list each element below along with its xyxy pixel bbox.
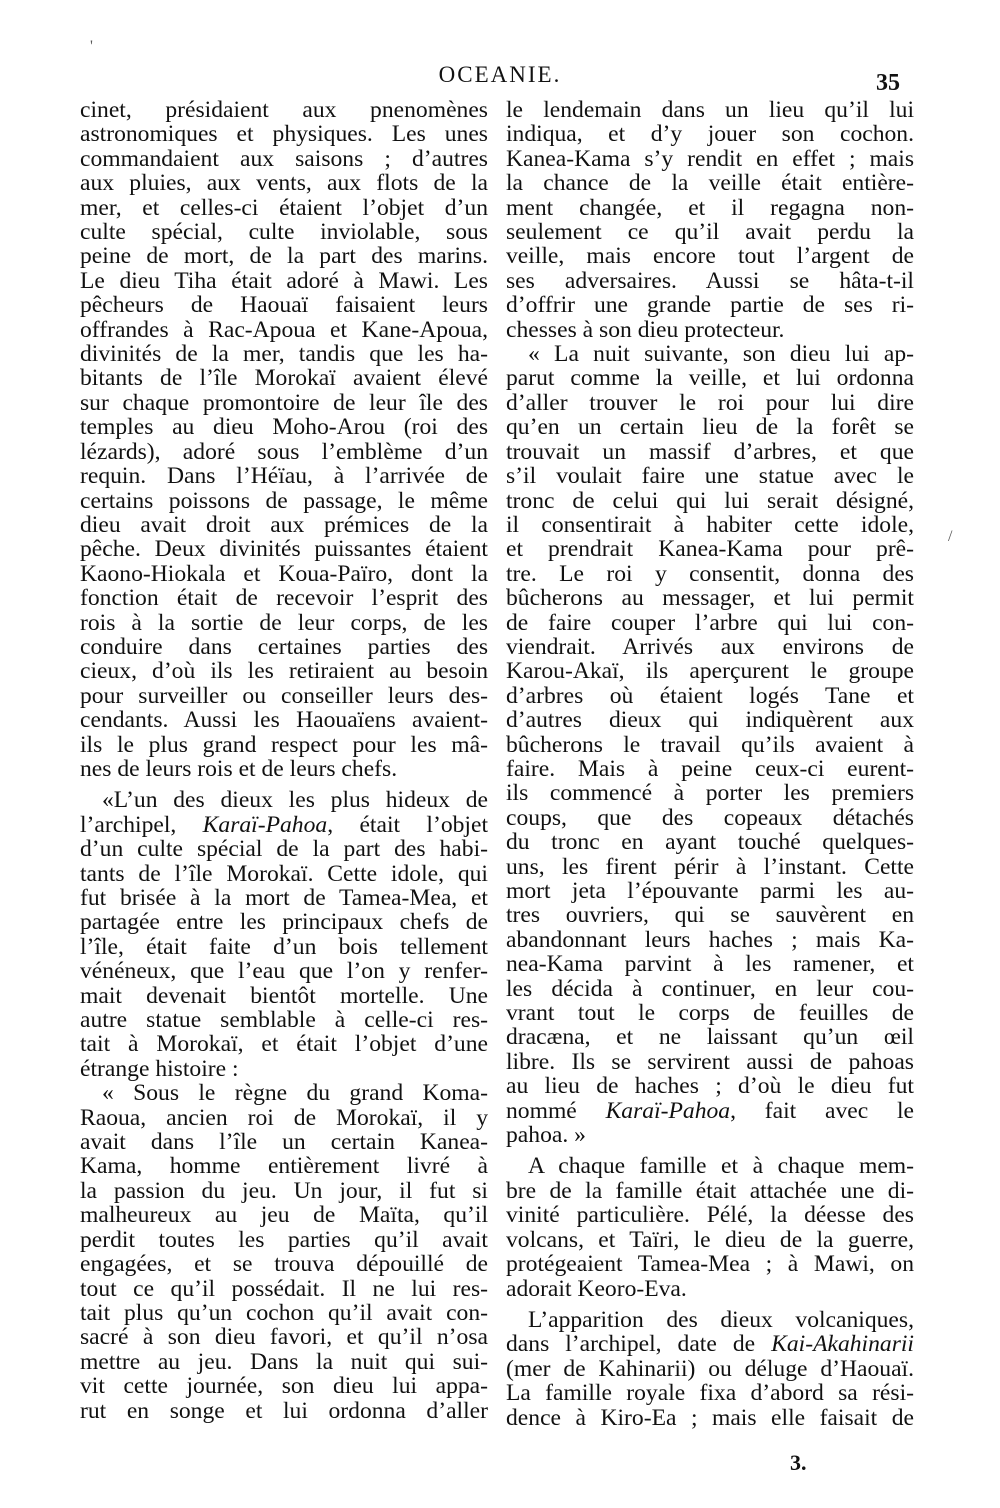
text-line: autre statue semblable à celle-ci res- [80,1007,488,1034]
text-line: tants de l’île Morokaï. Cette idole, qui [80,860,488,887]
text-line: fut brisée à la mort de Tamea-Mea, et [80,885,488,911]
running-head: OCEANIE. [438,62,562,87]
text-line: vit cette journée, son dieu lui appa- [80,1373,488,1400]
italic-term: Karaï-Pahoa [202,811,328,838]
text-line: indiqua, et d’y jouer son cochon. [506,121,914,148]
text-line [506,1332,914,1356]
text-line: culte spécial, culte inviolable, sous [80,219,488,246]
text-line: offrandes à Rac-Apoua et Kane-Apoua, [80,316,488,343]
text-line: cinet, présidaient aux pnenomènes [80,97,488,123]
text-line: s’il voulait faire une statue avec le [506,463,914,490]
page-number: 35 [876,70,900,96]
text-line: L’apparition des dieux volcaniques, [528,1306,914,1333]
text-line: tronc de celui qui lui serait désigné, [506,487,914,514]
text-line: d’offrir une grande partie de ses ri- [506,292,914,319]
text-line: mer, et celles-ci étaient l’objet d’un [80,194,488,221]
text-line: cendants. Aussi les Haouaïens avaient- [80,707,488,734]
text-line: d’un culte spécial de la part des habi- [80,836,488,863]
text-line: temples au dieu Moho-Arou (roi des [80,414,488,441]
text-line: seulement ce qu’il avait perdu la [506,219,914,246]
text-line: il consentirait à habiter cette idole, [506,511,914,538]
text-line: « Sous le règne du grand Koma- [102,1080,488,1107]
text-line: uns, les firent périr à l’instant. Cette [506,853,914,880]
text-line: perdit toutes les parties qu’il avait [80,1226,488,1253]
text-line: bre de la famille était attachée une di- [506,1177,914,1204]
text-line: d’arbres où étaient logés Tane et [506,682,914,709]
text-line: tres ouvriers, qui se sauvèrent en [506,902,914,929]
text-line: requin. Dans l’Héïau, à l’arrivée de [80,463,488,490]
text-line: A chaque famille et à chaque mem- [528,1153,914,1180]
left-column [80,98,488,1423]
text-line: vinité particulière. Pélé, la déesse des [506,1202,914,1229]
text-line: pour surveiller ou conseiller leurs des- [80,682,488,709]
right-column [506,98,914,1430]
text-line: (mer de Kahinarii) ou déluge d’Haouaï. [506,1355,914,1382]
text-segment: , était l’objet [327,811,488,838]
text-line: nea-Kama parvint à les ramener, et [506,951,914,978]
text-line: pêche. Deux divinités puissantes étaient [80,536,488,563]
text-line: ils le plus grand respect pour les mâ- [80,731,488,758]
italic-term: Kai-Akahinarii [771,1331,914,1358]
text-line: sur chaque promontoire de leur île des [80,389,488,416]
text-line: astronomiques et physiques. Les unes [80,121,488,148]
text-line: partagée entre les principaux chefs de [80,909,488,936]
text-segment: dans l’archipel, date de [506,1331,772,1358]
text-line: tait plus qu’un cochon qu’il avait con- [80,1299,488,1326]
text-line: divinités de la mer, tandis que les ha- [80,341,488,368]
text-line: parut comme la veille, et lui ordonna [506,365,914,392]
text-line [80,813,488,837]
text-line: malheureux au jeu de Maïta, qu’il [80,1202,488,1229]
text-line: commandaient aux saisons ; d’autres [80,145,488,172]
text-line: «L’un des dieux les plus hideux de [102,787,488,814]
text-line: d’aller trouver le roi pour lui dire [506,389,914,416]
text-line: rut en songe et lui ordonna d’aller [80,1397,488,1424]
text-line: coups, que des copeaux détachés [506,804,914,831]
text-line: vrant tout le corps de feuilles de [506,1000,914,1027]
text-line: La famille royale fixa d’abord sa rési- [506,1380,914,1407]
text-segment: l’archipel, [80,811,203,838]
text-line: chesses à son dieu protecteur. [506,316,785,343]
text-line: tait à Morokaï, et était l’objet d’une [80,1031,488,1058]
text-line: tre. Le roi y consentit, donna des [506,560,914,587]
italic-term: Karaï-Pahoa [605,1097,731,1124]
text-line: Karou-Akaï, ils aperçurent le groupe [506,658,914,685]
text-line: ses adversaires. Aussi se hâta-t-il [506,267,914,294]
text-line: Kama, homme entièrement livré à [80,1153,488,1180]
signature-mark: 3. [790,1450,807,1475]
text-line: de faire couper l’arbre qui lui con- [506,609,914,636]
text-line: pahoa. » [506,1122,586,1149]
stray-mark-margin: / [948,528,953,545]
text-line: qu’en un certain lieu de la forêt se [506,414,914,441]
stray-mark-top: ' [90,38,93,55]
text-line: avait dans l’île un certain Kanea- [80,1129,488,1156]
text-line: adorait Keoro-Eva. [506,1275,687,1302]
text-line: sacré à son dieu favori, et qu’il n’osa [80,1324,488,1351]
text-line: étrange histoire : [80,1055,239,1082]
text-line: Kaono-Hiokala et Koua-Païro, dont la [80,560,488,587]
text-line: viendrait. Arrivés aux environs de [506,633,914,660]
text-line: bitants de l’île Morokaï avaient élevé [80,365,488,392]
text-line: d’autres dieux qui indiquèrent aux [506,707,914,734]
text-line: les décida à continuer, en leur cou- [506,975,914,1002]
text-line [506,1099,914,1123]
text-line: mort jeta l’épouvante parmi les au- [506,878,914,904]
text-line: certains poissons de passage, le même [80,487,488,514]
text-line: volcans, et Taïri, le dieu de la guerre, [506,1226,914,1253]
text-line: veille, mais encore tout l’argent de [506,243,914,270]
text-line: aux pluies, aux vents, aux flots de la [80,170,488,197]
text-line: au lieu de haches ; d’où le dieu fut [506,1073,914,1100]
text-line: bûcherons le travail qu’ils avaient à [506,731,914,758]
text-line: le lendemain dans un lieu qu’il lui [506,97,914,123]
text-line: vénéneux, que l’eau que l’on y renfer- [80,958,488,985]
text-line: « La nuit suivante, son dieu lui ap- [528,341,914,368]
text-line: bûcherons au messager, et lui permit [506,585,914,612]
text-segment: nommé [506,1097,606,1124]
text-line: la chance de la veille était entière- [506,170,914,197]
text-line: dence à Kiro-Ea ; mais elle faisait de [506,1404,914,1431]
text-line: rois à la sortie de leur corps, de les [80,609,488,636]
text-line: dieu avait droit aux prémices de la [80,511,488,538]
text-line: abandonnant leurs haches ; mais Ka- [506,926,914,953]
text-line: engagées, et se trouva dépouillé de [80,1251,488,1278]
text-line: mait devenait bientôt mortelle. Une [80,982,488,1009]
text-line: protégeaient Tamea-Mea ; à Mawi, on [506,1251,914,1278]
text-line: cieux, d’où ils les retiraient au besoin [80,658,488,685]
text-line: trouvait un massif d’arbres, et que [506,438,914,465]
text-line: ment changée, et il regagna non- [506,194,914,221]
text-line: l’île, était faite d’un bois tellement [80,933,488,960]
text-line: conduire dans certaines parties des [80,633,488,660]
text-line: libre. Ils se servirent aussi de pahoas [506,1048,914,1075]
text-line: fonction était de recevoir l’esprit des [80,585,488,612]
text-line: Kanea-Kama s’y rendit en effet ; mais [506,145,914,172]
text-line: la passion du jeu. Un jour, il fut si [80,1177,488,1204]
text-line: ils commencé à porter les premiers [506,780,914,807]
text-line: pêcheurs de Haouaï faisaient leurs [80,292,488,319]
text-line: nes de leurs rois et de leurs chefs. [80,755,398,782]
text-line: du tronc en ayant touché quelques- [506,829,914,856]
text-line: dracæna, et ne laissant qu’un œil [506,1024,914,1051]
text-line: mettre au jeu. Dans la nuit qui sui- [80,1348,488,1375]
text-line: faire. Mais à peine ceux-ci eurent- [506,755,914,782]
text-line: Le dieu Tiha était adoré à Mawi. Les [80,267,488,294]
text-segment: , fait avec le [730,1097,915,1124]
text-line: peine de mort, de la part des marins. [80,243,488,270]
text-line: tout ce qu’il possédait. Il ne lui res- [80,1275,488,1302]
text-line: et prendrait Kanea-Kama pour prê- [506,536,914,563]
text-line: lézards), adoré sous l’emblème d’un [80,438,488,465]
text-line: Raoua, ancien roi de Morokaï, il y [80,1104,488,1131]
